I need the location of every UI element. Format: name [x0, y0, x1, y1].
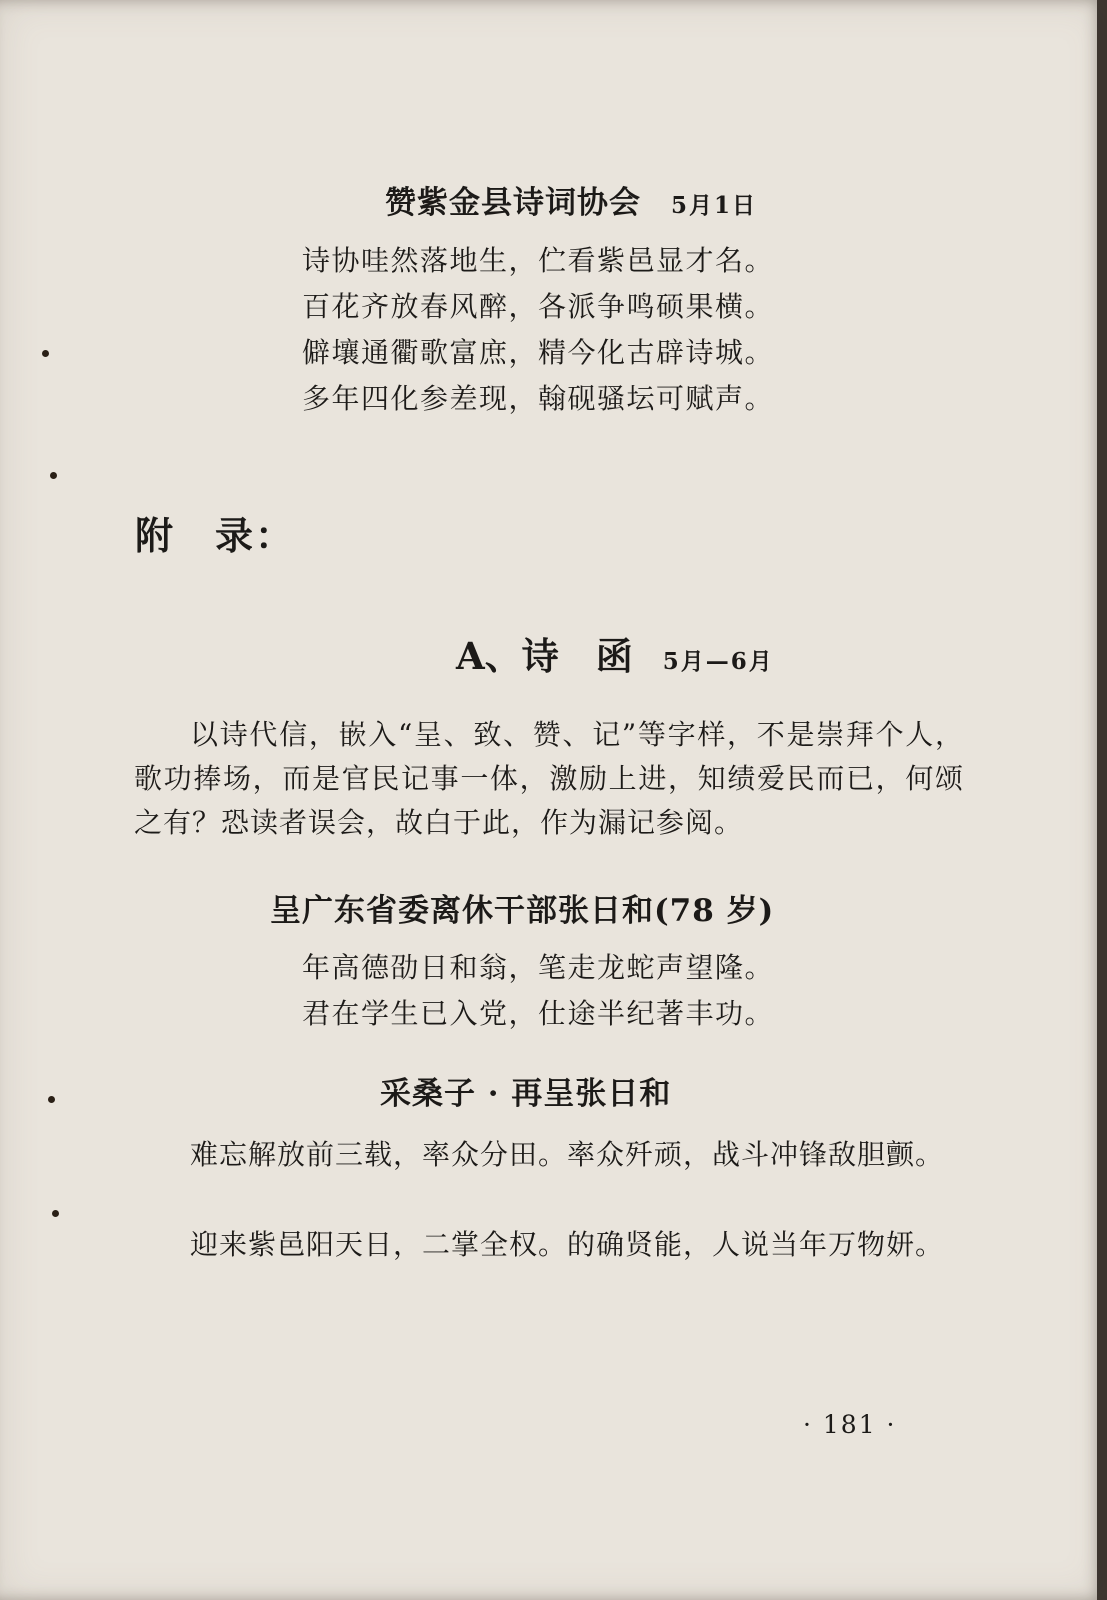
- poem-date: 5月1日: [671, 192, 758, 219]
- poem-title: 采桑子 · 再呈张日和: [380, 1076, 672, 1112]
- poem-line: 年高德劭日和翁，笔走龙蛇声望隆。: [302, 951, 775, 984]
- section-title: A、诗 函: [456, 634, 633, 678]
- poem-body: [302, 945, 774, 1037]
- poem-line: 多年四化参差现，翰砚骚坛可赋声。: [302, 382, 775, 415]
- binding-hole: [42, 350, 49, 357]
- ci-stanza: 难忘解放前三载，率众分田。率众歼顽，战斗冲锋敌胆颤。: [190, 1138, 945, 1171]
- page-number: · 181 ·: [803, 1410, 897, 1439]
- binding-hole: [48, 1096, 55, 1103]
- poem-body: [302, 238, 774, 422]
- poem-line: 百花齐放春风醉，各派争鸣硕果横。: [302, 290, 775, 323]
- poem-line: 君在学生已入党，仕途半纪著丰功。: [302, 997, 775, 1030]
- intro-paragraph: 以诗代信，嵌入“呈、致、赞、记”等字样，不是崇拜个人，歌功捧场，而是官民记事一体，激励上进，知绩爱民而已，何颂之有？恐读者误会，故白于此，作为漏记参阅。: [134, 718, 964, 839]
- poem-line: 僻壤通衢歌富庶，精今化古辟诗城。: [302, 336, 775, 369]
- poem-title-text: 赞紫金县诗词协会: [385, 185, 641, 221]
- appendix-heading: 附 录：: [135, 513, 296, 558]
- section-heading: [456, 626, 774, 680]
- binding-hole: [50, 472, 57, 479]
- ci-stanza: 迎来紫邑阳天日，二掌全权。的确贤能，人说当年万物妍。: [190, 1228, 945, 1261]
- page-edge-shadow: [1097, 0, 1107, 1600]
- poem-title: 呈广东省委离休干部张日和(78 岁): [270, 893, 775, 929]
- poem-title: [385, 177, 757, 222]
- binding-hole: [52, 1210, 59, 1217]
- poem-line: 诗协哇然落地生，伫看紫邑显才名。: [302, 244, 775, 277]
- section-date: 5月—6月: [662, 648, 774, 675]
